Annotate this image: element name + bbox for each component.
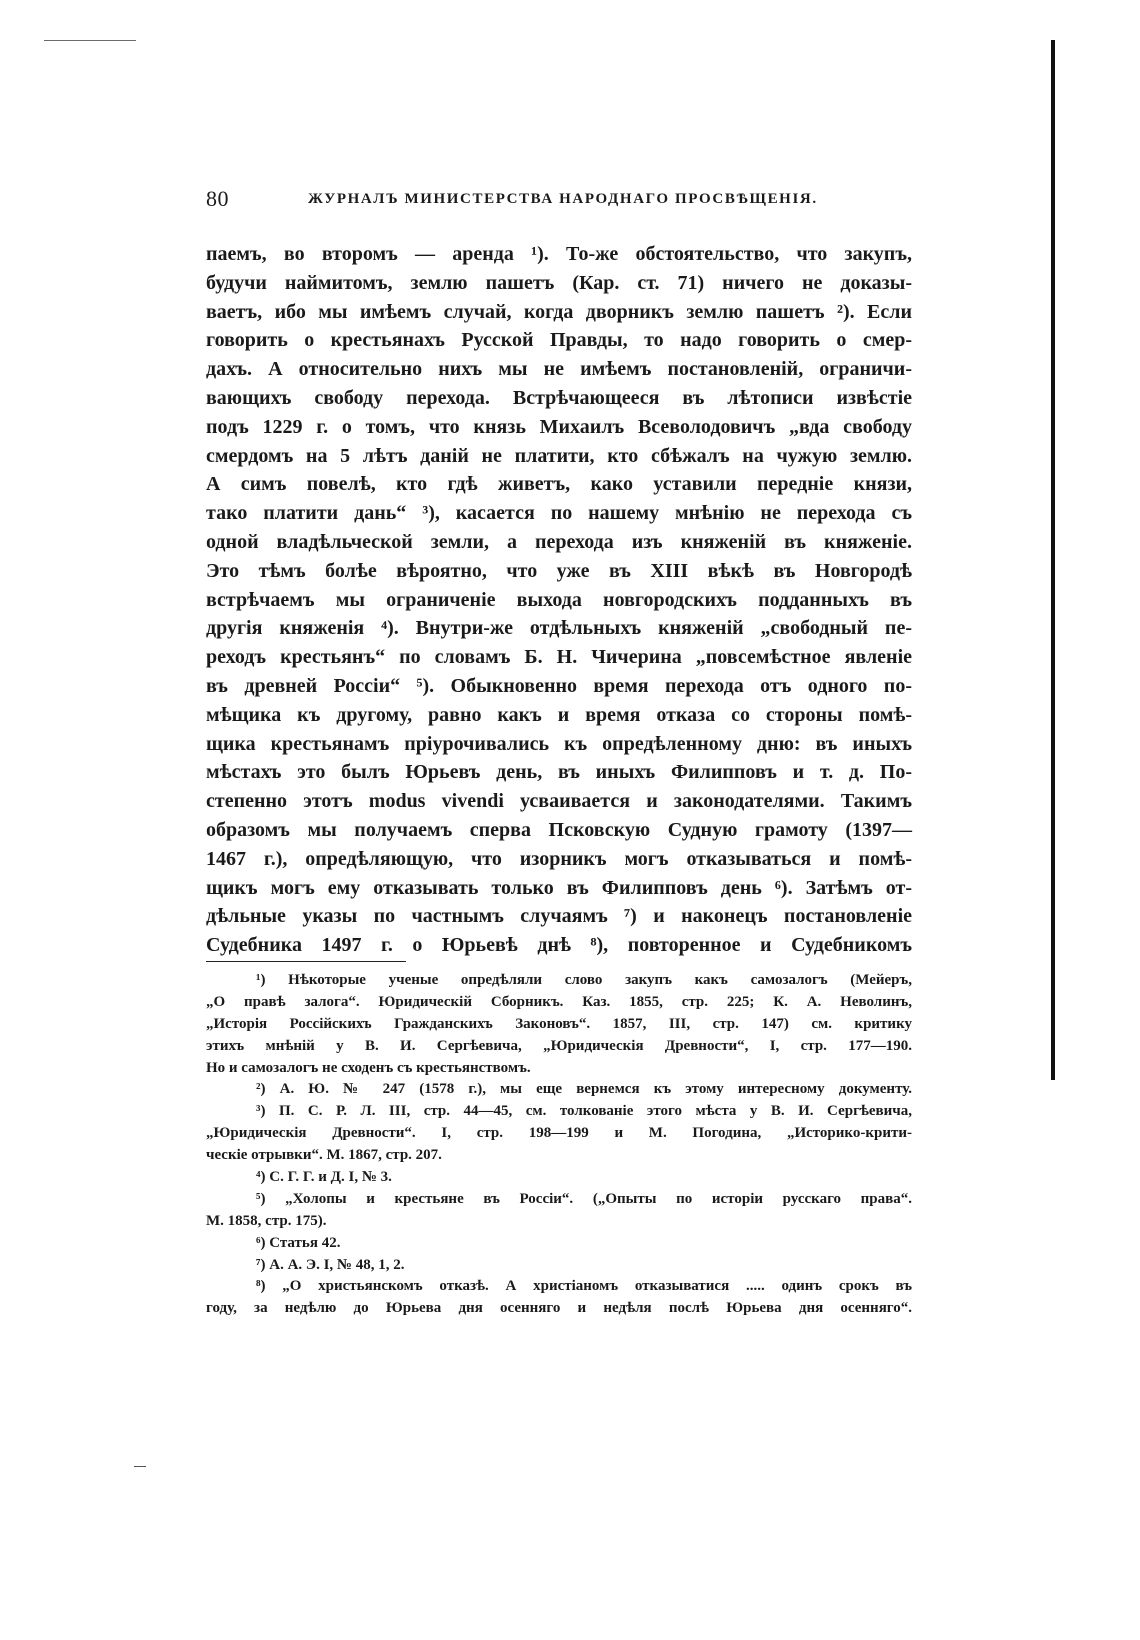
page-number: 80	[206, 186, 229, 211]
main-text	[206, 240, 912, 960]
footnote-line: М. 1858, стр. 175).	[206, 1212, 327, 1229]
text-line: одной владѣльческой земли, а перехода изъ княженій въ княженіе.	[206, 530, 912, 553]
text-line: паемъ, во второмъ — аренда ¹). То-же обстоятельство, что закупъ,	[206, 243, 912, 265]
page-binding-edge	[1051, 40, 1055, 1080]
footnote-line: ⁵) „Холопы и крестьяне въ Россіи“. („Опыты по исторіи русскаго права“.	[256, 1190, 912, 1207]
footnote-line: ⁴) С. Г. Г. и Д. I, № 3.	[256, 1169, 392, 1186]
footnote-line: ³) П. С. Р. Л. III, стр. 44—45, см. толкованіе этого мѣста у В. И. Сергѣевича,	[256, 1103, 912, 1120]
text-line: встрѣчаемъ мы ограниченіе выхода новгородскихъ подданныхъ въ	[206, 588, 912, 611]
footnote-line: ²) А. Ю. № 247 (1578 г.), мы еще вернемся къ этому интересному документу.	[256, 1081, 912, 1098]
footnote-line: „Исторія Россійскихъ Гражданскихъ Законовъ“. 1857, III, стр. 147) см. критику	[206, 1015, 912, 1032]
text-line: 1467 г.), опредѣляющую, что изорникъ могъ отказываться и помѣ-	[206, 847, 912, 870]
footnote-line: году, за недѣлю до Юрьева дня осенняго и недѣля послѣ Юрьева дня осенняго“.	[206, 1300, 912, 1317]
footnote-line: ¹) Нѣкоторые ученые опредѣляли слово закупъ какъ самозалогъ (Мейеръ,	[256, 972, 912, 988]
text-line: образомъ мы получаемъ сперва Псковскую Судную грамоту (1397—	[206, 818, 912, 841]
footnote-line: ⁸) „О христьянскомъ отказѣ. А христіаномъ отказыватися ..... одинъ срокъ въ	[256, 1278, 912, 1295]
text-line: смердомъ на 5 лѣтъ даній не платити, кто сбѣжалъ на чужую землю.	[206, 444, 912, 467]
text-line: говорить о крестьянахъ Русской Правды, то надо говорить о смер-	[206, 329, 912, 352]
footnote-divider	[206, 961, 406, 962]
text-line: А симъ повелѣ, кто гдѣ живетъ, како уставили передніе князи,	[206, 473, 912, 496]
text-line: вающихъ свободу перехода. Встрѣчающееся въ лѣтописи извѣстіе	[206, 386, 912, 409]
text-line: Это тѣмъ болѣе вѣроятно, что уже въ XIII вѣкѣ въ Новгородѣ	[206, 559, 912, 582]
text-line: въ древней Россіи“ ⁵). Обыкновенно время перехода отъ одного по-	[206, 674, 912, 697]
scan-artifact-top-line	[44, 40, 136, 41]
footnote-line: „О правѣ залога“. Юридическій Сборникъ. Каз. 1855, стр. 225; К. А. Неволинъ,	[206, 993, 912, 1010]
text-line: другія княженія ⁴). Внутри-же отдѣльныхъ княженій „свободный пе-	[206, 617, 912, 640]
text-line: Судебника 1497 г. о Юрьевѣ днѣ ⁸), повторенное и Судебникомъ	[206, 934, 912, 957]
footnote-line: этихъ мнѣній у В. И. Сергѣевича, „Юридическія Древности“, I, стр. 177—190.	[206, 1037, 912, 1054]
text-line: дахъ. А относительно нихъ мы не имѣемъ постановленій, ограничи-	[206, 358, 912, 381]
footnote-line: ⁶) Статья 42.	[256, 1234, 341, 1251]
running-head: ЖУРНАЛЪ МИНИСТЕРСТВА НАРОДНАГО ПРОСВѢЩЕНІЯ.	[308, 191, 818, 207]
text-line: подъ 1229 г. о томъ, что князь Михаилъ Всеволодовичъ „вда свободу	[206, 415, 912, 438]
scan-artifact-tick	[134, 1466, 146, 1467]
text-line: ваетъ, ибо мы имѣемъ случай, когда дворникъ землю пашетъ ²). Если	[206, 300, 912, 323]
footnote-line: ⁷) А. А. Э. I, № 48, 1, 2.	[256, 1256, 405, 1273]
footnote-line: Но и самозалогъ не сходенъ съ крестьянствомъ.	[206, 1059, 531, 1076]
text-line: щикъ могъ ему отказывать только въ Филипповъ день ⁶). Затѣмъ от-	[206, 876, 912, 899]
footnotes	[206, 970, 912, 1320]
page-header	[206, 186, 906, 218]
text-line: реходъ крестьянъ“ по словамъ Б. Н. Чичерина „повсемѣстное явленіе	[206, 646, 912, 669]
footnote-line: ческіе отрывки“. М. 1867, стр. 207.	[206, 1147, 442, 1164]
text-line: степенно этотъ modus vivendi усваивается и законодателями. Такимъ	[206, 790, 912, 813]
text-line: будучи наймитомъ, землю пашетъ (Кар. ст. 71) ничего не доказы-	[206, 271, 912, 294]
text-line: щика крестьянамъ пріурочивались къ опредѣленному дню: въ иныхъ	[206, 732, 912, 755]
text-line: мѣщика къ другому, равно какъ и время отказа со стороны помѣ-	[206, 703, 912, 726]
text-line: дѣльные указы по частнымъ случаямъ ⁷) и наконецъ постановленіе	[206, 905, 912, 928]
text-line: тако платити дань“ ³), касается по нашему мнѣнію не перехода съ	[206, 502, 912, 525]
footnote-line: „Юридическія Древности“. I, стр. 198—199 и М. Погодина, „Историко-крити-	[206, 1125, 912, 1142]
text-line: мѣстахъ это былъ Юрьевъ день, въ иныхъ Филипповъ и т. д. По-	[206, 761, 912, 784]
